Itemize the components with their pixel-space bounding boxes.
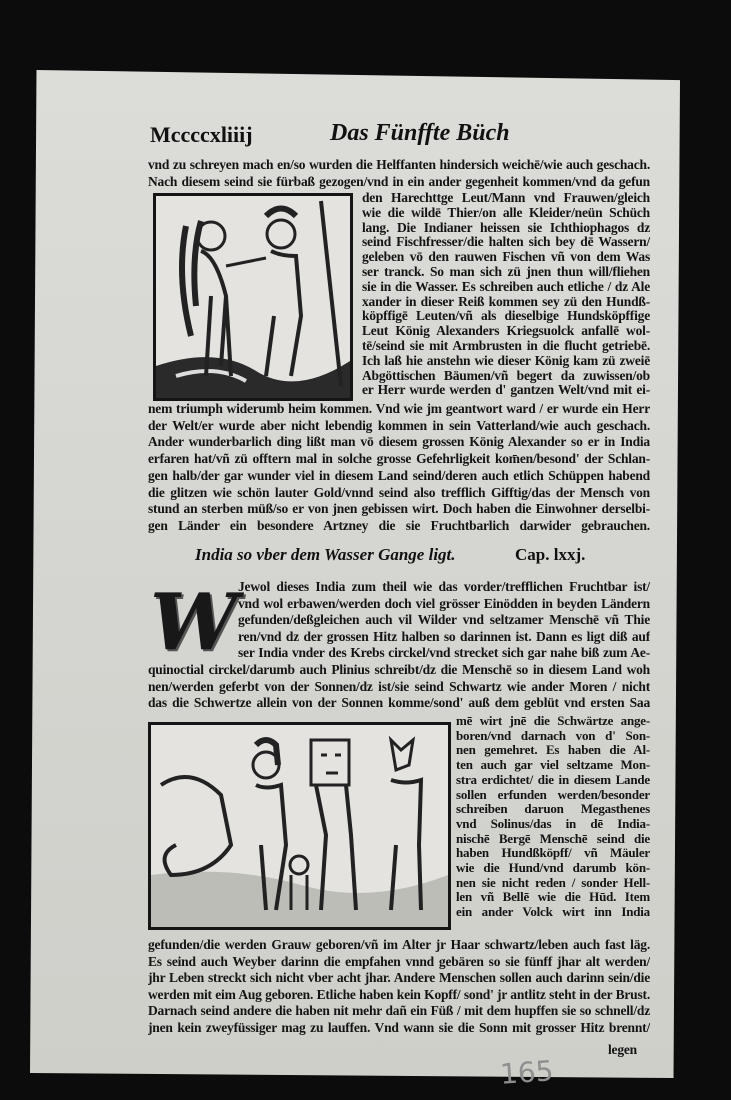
woodcut-monstrous-races xyxy=(148,722,451,930)
text-block-chapter xyxy=(148,662,650,712)
text-line: Nach diesem seind sie fürbaß gezogen/vnd in ein ander gegenheit kommen/vnd da gefun xyxy=(148,174,650,189)
text-line: Darnach seind andere die haben nit mehr dañ ein Füß / mit dem hupffen sie so schnell/dz xyxy=(148,1003,650,1018)
catchword: legen xyxy=(608,1042,637,1057)
text-line: ein ander Volck wirt inn India xyxy=(456,905,650,920)
text-line: erfaren hat/vñ zü offtern mal in solche grosse Gefehrligkeit kom̄en/besond' der Schlan- xyxy=(148,451,650,467)
text-line: mē wirt jnē die Schwärtze ange- xyxy=(456,714,650,728)
text-line: Es seind auch Weyber darinn die empfahen vnnd gebären so sie fünff jhar alt werden/ xyxy=(148,953,650,969)
text-line: seind Fischfresser/die halten sich bey dē Wassern/ xyxy=(362,235,650,250)
text-line: boren/vnd darnach von d' Son- xyxy=(456,728,650,743)
text-block-top xyxy=(148,156,650,190)
text-line: Abgöttischen Bäumen/vñ begert da zuwissen/ob xyxy=(362,368,650,383)
text-column-beside-woodcut xyxy=(362,191,650,398)
text-line: ten auch gar viel seltzame Mon- xyxy=(456,758,650,773)
text-line: gen Länder ein besondere Artzney die sie Fruchtbarlich darwider gebrauchen. xyxy=(148,517,650,533)
text-line: Ander wunderbarlich ding lißt man vō diesem grossen König Alexander so er in India xyxy=(148,434,650,450)
decorated-initial: W xyxy=(150,577,238,668)
text-line: gefunden/die werden Grauw geboren/vñ im Alter jr Haar schwartz/leben auch fast läg. xyxy=(148,937,650,952)
pencil-annotation: 165 xyxy=(498,1054,555,1091)
text-line: sollen erfunden werden/besonder xyxy=(456,787,650,802)
text-line: Ich laß hie anstehn wie dieser König kam zü zweiē xyxy=(362,353,650,368)
text-line: vnd zu schreyen mach en/so wurden die Helffanten hindersich weichē/wie auch geschach. xyxy=(148,157,650,172)
chapter-title: India so vber dem Wasser Gange ligt. xyxy=(195,545,456,564)
chapter-number: Cap. lxxj. xyxy=(515,545,586,564)
text-line: nen gemehret. Es haben die Al- xyxy=(456,743,650,758)
text-line: den Harechttge Leut/Mann vnd Frauwen/gleich xyxy=(362,191,650,205)
text-line: len vñ Bellē wie die Hūd. Item xyxy=(456,890,650,905)
text-line: köpffigē Leuten/vñ als dieselbige Hundsköpffige xyxy=(362,309,650,324)
text-line: die glitzen wie schön lauter Gold/vnnd seind also trefflich Gifftig/das der Mensch von xyxy=(148,484,650,500)
text-line: Leut König Alexanders Kriegsuolck anfallē wol- xyxy=(362,324,650,339)
text-line: tē/seind sie mit Armbrusten in die flucht getriebē. xyxy=(362,338,650,353)
text-line: wie die wildē Thier/on alle Kleider/neün Schüch xyxy=(362,205,650,220)
running-title: Das Fünffte Büch xyxy=(330,120,510,146)
text-beside-initial xyxy=(238,579,650,662)
text-line: werden mit eim Aug geboren. Etliche haben kein Kopff/ sond' jr antlitz steht in der Brust. xyxy=(148,986,650,1002)
text-line: er Herr wurde werden d' gantzen Welt/vnd mit ei- xyxy=(362,383,650,398)
text-line: nischē Bergē Menschē seind die xyxy=(456,831,650,846)
text-line: geleben vō den rauwen Fischen vñ von dem Was xyxy=(362,250,650,265)
folio-number: Mccccxliiij xyxy=(150,122,253,147)
text-line: sie in die Wasser. Es schreiben auch etliche / dz Ale xyxy=(362,279,650,294)
text-line: ser India vnder des Krebs circkel/vnd strecket sich gar nahe biß zum Ae- xyxy=(238,645,650,660)
text-line: xander in dieser Reiß kommen sey zü den Hundß- xyxy=(362,294,650,309)
text-line: das die Schwertze allein von der Sonnen komme/sond' auß dem geblüt vnd ersten Saa xyxy=(148,695,650,710)
text-line: wie die Hund/vnd darumb kön- xyxy=(456,861,650,876)
text-line: schreiben daruon Megasthenes xyxy=(456,802,650,817)
text-line: nen/werden geferbt von der Sonnen/dz ist/sie seind Schwartz wie ander Moren / nicht xyxy=(148,678,650,694)
text-line: gen halb/der gar wunder viel in diesem Land seind/deren auch etlich Schüppen habend xyxy=(148,467,650,483)
text-line: nem triumph widerumb heim kommen. Vnd wie jm geantwort ward / er wurde ein Herr xyxy=(148,401,650,416)
text-line: quinoctial circkel/darumb auch Plinius schreibt/dz die Menschē so in diesem Land woh xyxy=(148,662,650,677)
text-line: stra erdichtet/ die in diesem Lande xyxy=(456,772,650,787)
text-line: haben Hundßköpff/ vñ Mäuler xyxy=(456,846,650,861)
text-line: ren/vnd dz der grossen Hitz halben so darinnen ist. Dann es ligt diß auf xyxy=(238,628,650,644)
text-line: gefunden/deßgleichen auch vil Wilder vnd seltzamer Menschē vñ Thie xyxy=(238,612,650,627)
woodcut-wild-people xyxy=(153,193,353,401)
text-block-bottom xyxy=(148,937,650,1036)
text-line: stund an sterben müß/so er von jnen gebissen wirt. Doch haben die Einwohner derselbi- xyxy=(148,501,650,517)
text-column-beside-woodcut-2 xyxy=(456,714,650,920)
text-line: vnd Solinus/das in dē India- xyxy=(456,816,650,831)
text-line: Jewol dieses India zum theil wie das vorder/trefflichen Fruchtbar ist/ xyxy=(238,579,650,594)
text-line: der Welt/er wurde aber nicht lebendig kommen in sein Vatterland/wie auch geschach. xyxy=(148,417,650,433)
text-block-middle xyxy=(148,401,650,535)
text-line: jhr Leben streckt sich nicht vber acht jhar. Andere Menschen sollen auch darinn sein/die xyxy=(148,970,650,985)
text-line: vnd wol erbawen/werden doch viel grösser Einödden in beyden Ländern xyxy=(238,595,650,611)
text-line: jnen kein zweyfüssiger mag zu lauffen. Vnd wann sie die Sonn mit grosser Hitz brennt/ xyxy=(148,1019,650,1035)
text-line: nen sie nicht reden / sonder Hell- xyxy=(456,875,650,890)
text-line: lang. Die Indianer heissen sie Ichthiophagos dz xyxy=(362,220,650,235)
text-line: ser tranck. So man sich zü jnen thun will/fliehen xyxy=(362,264,650,279)
